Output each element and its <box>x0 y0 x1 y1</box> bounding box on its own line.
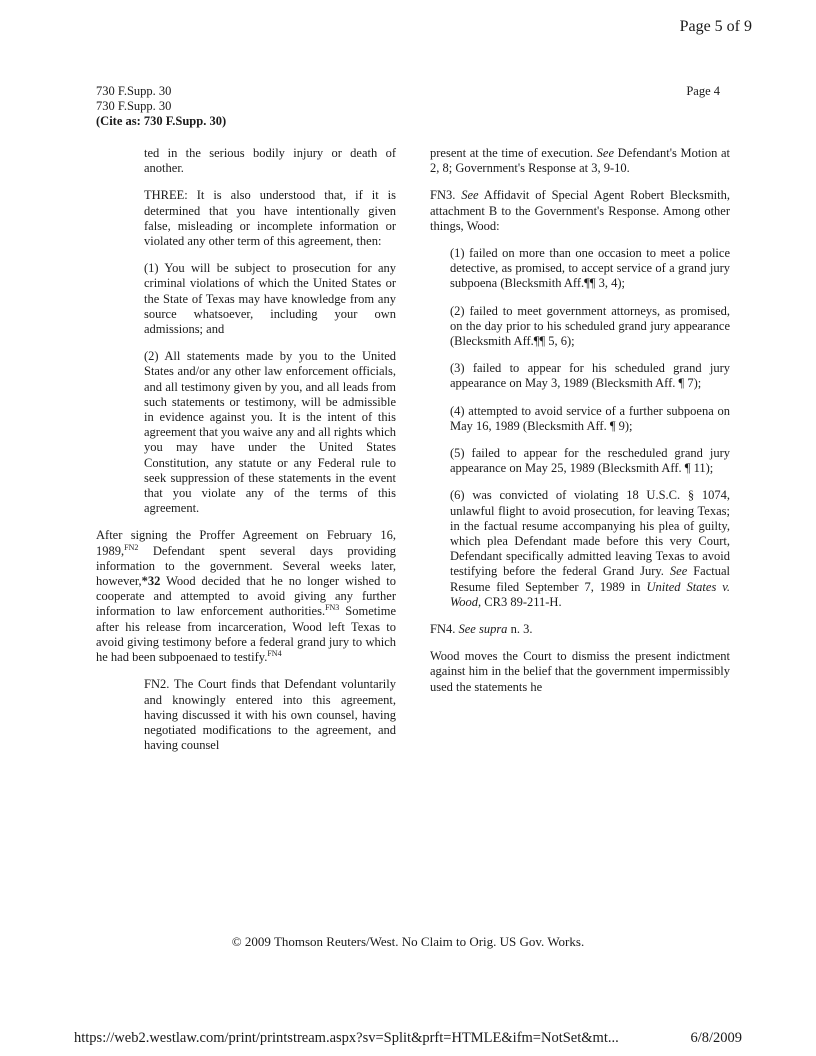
list-item: (2) failed to meet government attorneys, as promised, on the day prior to his scheduled grand jury appearance (Blecksmith Aff.¶¶ 5, 6); <box>450 303 730 349</box>
star-page-marker: *32 <box>141 574 161 589</box>
quoted-paragraph: THREE: It is also understood that, if it is determined that you have intentionally given false, misleading or incomplete information or violated any other term of this agreement, then: <box>144 188 396 249</box>
print-url: https://web2.westlaw.com/print/printstream.aspx?sv=Split&prft=HTMLE&ifm=NotSet&mt... <box>74 1030 619 1046</box>
citation-line: 730 F.Supp. 30 <box>96 99 172 113</box>
document-page-number: Page 4 <box>686 84 720 98</box>
list-item: (5) failed to appear for the rescheduled grand jury appearance on May 25, 1989 (Blecksmith Aff. ¶ 11); <box>450 446 730 476</box>
citation-line: 730 F.Supp. 30 <box>96 84 172 98</box>
right-column <box>430 146 730 707</box>
citation-block <box>96 84 226 129</box>
footnote-fn2: FN2. The Court finds that Defendant voluntarily and knowingly entered into this agreement, having discussed it with his own counsel, having negotiated modifications to the agreement, and having counsel <box>144 677 396 753</box>
footnote-fn4: FN4. See supra n. 3. <box>430 622 533 637</box>
list-item: (1) failed on more than one occasion to meet a police detective, as promised, to accept service of a grand jury subpoena (Blecksmith Aff.¶¶ 3, 4); <box>450 246 730 291</box>
quoted-paragraph: (1) You will be subject to prosecution for any criminal violations of which the United States or the State of Texas may have knowledge from any source whatsoever, including your own admissions; and <box>144 261 396 337</box>
cite-as-line: (Cite as: 730 F.Supp. 30) <box>96 114 227 128</box>
footnote-ref-fn4[interactable]: FN4 <box>267 648 282 658</box>
list-item: (3) failed to appear for his scheduled grand jury appearance on May 3, 1989 (Blecksmith Aff. ¶ 7); <box>450 361 730 391</box>
list-item: (4) attempted to avoid service of a further subpoena on May 16, 1989 (Blecksmith Aff. ¶ 9); <box>450 403 730 433</box>
footnote-ref-fn3[interactable]: FN3 <box>325 603 340 613</box>
list-item: (6) was convicted of violating 18 U.S.C. § 1074, unlawful flight to avoid prosecution, for leaving Texas; in the factual resume accompanying his plea of guilty, which plea Defendant made before this very Court, Defendant specifically admitted leaving Texas to avoid testifying before the federal Grand Jury. See Factual Resume filed September 7, 1989 in United States v. Wood, CR3 89-211-H. <box>450 488 731 609</box>
left-column <box>96 146 396 765</box>
quoted-paragraph: ted in the serious bodily injury or death of another. <box>144 146 396 176</box>
footnote-continuation: present at the time of execution. See Defendant's Motion at 2, 8; Government's Response at 3, 9-10. <box>430 146 730 176</box>
footnote-ref-fn2[interactable]: FN2 <box>124 542 139 552</box>
case-name: United States v. Wood, <box>450 579 731 609</box>
body-paragraph: After signing the Proffer Agreement on February 16, 1989,$^{FN2}$ Defendant spent several days providing information to the government. Several weeks later, however,*32 Wood decided that he no longer wished to cooperate and attempted to avoid giving any further information to law enforcement authorities.$^{FN3}$ Sometime after his release from incarceration, Wood left Texas to avoid giving testimony before a federal grand jury to which he had been subpoenaed to testify.$^{FN4}$ <box>96 528 396 665</box>
footnote-fn3: FN3. See Affidavit of Special Agent Robert Blecksmith, attachment B to the Government's Response. Among other things, Wood: <box>430 188 730 233</box>
page-of-indicator: Page 5 of 9 <box>679 18 752 35</box>
body-paragraph: Wood moves the Court to dismiss the present indictment against him in the belief that the government impermissibly used the statements he <box>430 649 730 694</box>
quoted-paragraph: (2) All statements made by you to the United States and/or any other law enforcement officials, and all testimony given by you, and all leads from such statements or testimony, will be admissible in evidence against you. It is the intent of this agreement that you waive any and all rights which you may have under the United States Constitution, any statute or any Federal rule to seek suppression of these statements in the event that you violate any of the terms of this agreement. <box>144 349 397 516</box>
print-date: 6/8/2009 <box>690 1030 742 1046</box>
copyright-notice: © 2009 Thomson Reuters/West. No Claim to Orig. US Gov. Works. <box>231 934 585 949</box>
